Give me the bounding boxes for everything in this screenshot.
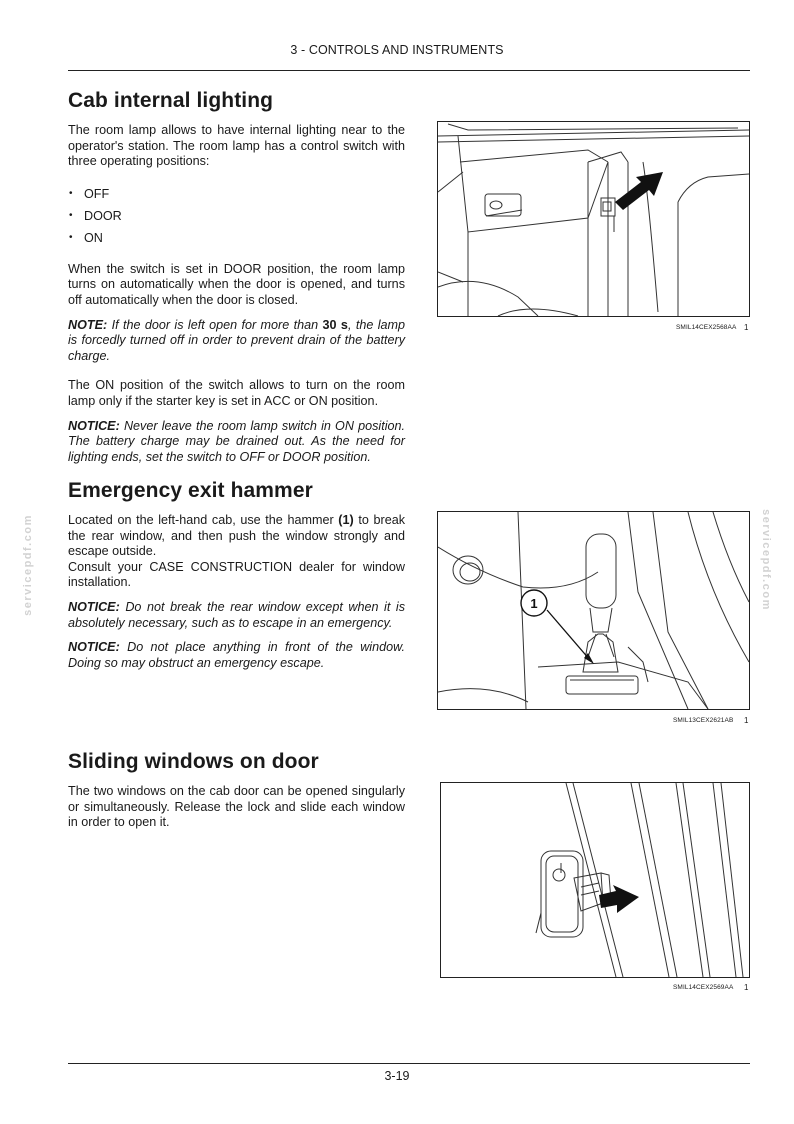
pointer-arrow-icon <box>615 172 663 210</box>
page-number: 3-19 <box>384 1069 410 1083</box>
figure-sliding-window-lock <box>440 782 750 978</box>
footer-divider <box>68 1063 750 1064</box>
notice-text: Do not place anything in front of the window. Doing so may obstruct an emergency escape. <box>68 640 405 670</box>
figure-caption: SMIL14CEX2569AA <box>673 984 734 991</box>
list-item: • DOOR <box>68 205 405 227</box>
section-cab-internal-lighting <box>68 89 405 465</box>
dealer-paragraph: Consult your CASE CONSTRUCTION dealer for window installation. <box>68 559 405 590</box>
figure-number: 1 <box>744 716 749 725</box>
notice-text: Do not break the rear window except when it is absolutely necessary, such as to escape in an emergency. <box>68 599 405 630</box>
figure-room-lamp <box>437 121 750 317</box>
notice-label: NOTICE: <box>68 418 120 433</box>
note-text-post: , the lamp is forcedly turned off in order to prevent drain of the battery charge. <box>68 317 406 363</box>
figure-number: 1 <box>744 983 749 992</box>
notice-text: Never leave the room lamp switch in ON position. The battery charge may be drained out. As the need for lighting ends, set the switch to OFF or DOOR position. <box>68 418 405 464</box>
door-position-paragraph: When the switch is set in DOOR position, the room lamp turns on automatically when the door is opened, and turns off automatically when the door is closed. <box>68 261 405 307</box>
section-title: Emergency exit hammer <box>68 479 313 502</box>
on-position-paragraph: The ON position of the switch allows to turn on the room lamp only if the starter key is set in ACC or ON position. <box>68 378 405 408</box>
notice-label: NOTICE: <box>68 640 120 655</box>
hammer-paragraph <box>68 513 405 560</box>
notice-paragraph <box>68 640 405 671</box>
note-label: NOTE: <box>68 317 108 332</box>
section-title: Sliding windows on door <box>68 750 319 773</box>
intro-paragraph: The room lamp allows to have internal lighting near to the operator's station. The room lamp has a control switch with three operating positions: <box>68 123 405 169</box>
figure-emergency-hammer <box>437 511 750 710</box>
note-text-pre: If the door is left open for more than <box>107 317 323 332</box>
switch-positions-list <box>68 183 405 249</box>
figure-number: 1 <box>744 323 749 332</box>
note-time-value: 30 s <box>322 317 348 332</box>
hammer-callout-ref: (1) <box>338 513 354 527</box>
hammer-text-pre: Located on the left-hand cab, use the hammer <box>68 513 339 527</box>
list-item: • OFF <box>68 183 405 205</box>
header-divider <box>68 70 750 71</box>
list-item: • ON <box>68 227 405 249</box>
notice-paragraph <box>68 600 405 631</box>
figure-caption: SMIL13CEX2621AB <box>673 717 734 724</box>
notice-paragraph <box>68 419 405 466</box>
section-title: Cab internal lighting <box>68 89 274 112</box>
page-header-title: 3 - CONTROLS AND INSTRUMENTS <box>290 43 504 57</box>
emergency-hammer-illustration <box>438 512 749 709</box>
section-sliding-windows <box>68 750 405 831</box>
hammer-text-post: to break the rear window, and then push the window strongly and escape outside. <box>68 513 405 559</box>
sliding-windows-paragraph: The two windows on the cab door can be opened singularly or simultaneously. Release the lock and slide each window in order to open it. <box>68 784 405 830</box>
notice-label: NOTICE: <box>68 599 120 614</box>
note-paragraph <box>68 318 405 365</box>
watermark-left: servicepdf.com <box>22 514 34 616</box>
callout-label: 1 <box>530 596 538 611</box>
section-emergency-exit-hammer <box>68 479 405 671</box>
watermark-right: servicepdf.com <box>760 509 772 611</box>
sliding-window-lock-illustration <box>441 783 749 977</box>
room-lamp-illustration <box>438 122 749 316</box>
figure-caption: SMIL14CEX2568AA <box>676 324 737 331</box>
